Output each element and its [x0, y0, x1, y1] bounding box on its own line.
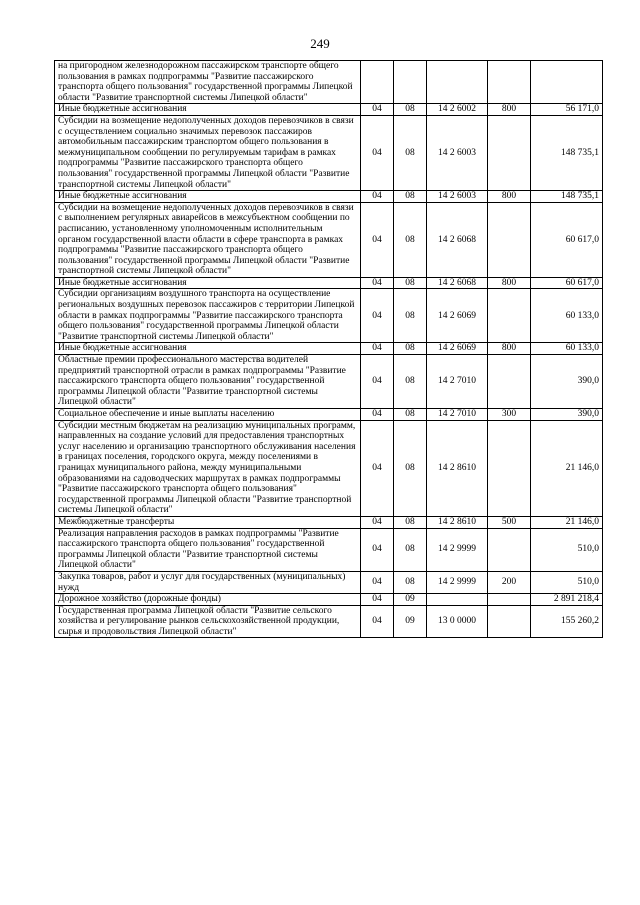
expense-name-cell: Иные бюджетные ассигнования: [55, 277, 361, 289]
target-article-cell: 14 2 8610: [427, 516, 488, 528]
expense-name-cell: Иные бюджетные ассигнования: [55, 343, 361, 355]
table-row: [55, 277, 603, 289]
table-row: [55, 115, 603, 190]
subsection-code-cell: 08: [394, 104, 427, 116]
target-article-cell: [427, 594, 488, 606]
expense-name-cell: Субсидии на возмещение недополученных доходов перевозчиков в связи с осуществлением социально значимых перевозок пассажиров автомобильным пассажирским транспортом общего пользования в межмуниципальном сообщении по регулируемым тарифам в рамках подпрограммы "Развитие пассажирского транспорта общего пользования" государственной программы Липецкой области "Развитие транспортной системы Липецкой области": [55, 115, 361, 190]
expense-type-cell: [488, 202, 531, 277]
table-row: [55, 104, 603, 116]
subsection-code-cell: 08: [394, 516, 427, 528]
table-row: [55, 605, 603, 638]
table-row: [55, 528, 603, 571]
expense-type-cell: [488, 289, 531, 343]
section-code-cell: 04: [361, 420, 394, 516]
subsection-code-cell: 08: [394, 277, 427, 289]
expense-type-cell: [488, 420, 531, 516]
amount-cell: 2 891 218,4: [531, 594, 603, 606]
amount-cell: 510,0: [531, 528, 603, 571]
target-article-cell: 14 2 8610: [427, 420, 488, 516]
amount-cell: 390,0: [531, 409, 603, 421]
expense-name-cell: Субсидии местным бюджетам на реализацию муниципальных программ, направленных на создание условий для предоставления транспортных услуг населению и организацию транспортного обслуживания населения в границах поселения, городского округа, между поселениями в границах муниципального района, между муниципальными образованиями на садоводческих маршрутах в рамках подпрограммы "Развитие пассажирского транспорта общего пользования" государственной программы Липецкой области "Развитие транспортной системы Липецкой области": [55, 420, 361, 516]
amount-cell: 60 133,0: [531, 289, 603, 343]
target-article-cell: 14 2 6069: [427, 289, 488, 343]
section-code-cell: 04: [361, 202, 394, 277]
section-code-cell: 04: [361, 115, 394, 190]
subsection-code-cell: 08: [394, 343, 427, 355]
target-article-cell: 14 2 9999: [427, 528, 488, 571]
target-article-cell: 14 2 7010: [427, 409, 488, 421]
table-row: [55, 420, 603, 516]
expense-name-cell: на пригородном железнодорожном пассажирском транспорте общего пользования в рамках подпрограммы "Развитие пассажирского транспорта общего пользования" государственной программы Липецкой области "Развитие транспортной системы Липецкой области": [55, 61, 361, 104]
section-code-cell: 04: [361, 571, 394, 593]
target-article-cell: 14 2 6069: [427, 343, 488, 355]
amount-cell: 56 171,0: [531, 104, 603, 116]
amount-cell: 155 260,2: [531, 605, 603, 638]
target-article-cell: 14 2 6003: [427, 191, 488, 203]
target-article-cell: 13 0 0000: [427, 605, 488, 638]
subsection-code-cell: 08: [394, 289, 427, 343]
section-code-cell: [361, 61, 394, 104]
subsection-code-cell: 08: [394, 202, 427, 277]
amount-cell: 60 617,0: [531, 202, 603, 277]
target-article-cell: 14 2 6068: [427, 277, 488, 289]
expense-type-cell: [488, 115, 531, 190]
section-code-cell: 04: [361, 605, 394, 638]
page-number: 249: [310, 36, 330, 51]
expense-type-cell: 200: [488, 571, 531, 593]
expense-type-cell: 800: [488, 277, 531, 289]
amount-cell: 21 146,0: [531, 516, 603, 528]
table-row: [55, 343, 603, 355]
table-row: [55, 516, 603, 528]
budget-table-body: [55, 61, 603, 638]
expense-type-cell: [488, 594, 531, 606]
expense-name-cell: Закупка товаров, работ и услуг для государственных (муниципальных) нужд: [55, 571, 361, 593]
expense-type-cell: [488, 355, 531, 409]
amount-cell: 60 133,0: [531, 343, 603, 355]
expense-name-cell: Межбюджетные трансферты: [55, 516, 361, 528]
expense-type-cell: [488, 605, 531, 638]
expense-name-cell: Иные бюджетные ассигнования: [55, 191, 361, 203]
subsection-code-cell: 08: [394, 115, 427, 190]
expense-name-cell: Субсидии организациям воздушного транспорта на осуществление региональных воздушных перевозок пассажиров с территории Липецкой области в рамках подпрограммы "Развитие пассажирского транспорта общего пользования" государственной программы Липецкой области "Развитие транспортной системы Липецкой области": [55, 289, 361, 343]
table-row: [55, 289, 603, 343]
section-code-cell: 04: [361, 191, 394, 203]
table-row: [55, 355, 603, 409]
subsection-code-cell: [394, 61, 427, 104]
expense-type-cell: [488, 528, 531, 571]
subsection-code-cell: 08: [394, 355, 427, 409]
expense-name-cell: Субсидии на возмещение недополученных доходов перевозчиков в связи с выполнением регулярных авиарейсов в межсубъектном сообщении по расписанию, установленному уполномоченным исполнительным органом государственной власти области в сфере транспорта в рамках подпрограммы "Развитие пассажирского транспорта общего пользования" государственной программы Липецкой области "Развитие транспортной системы Липецкой области": [55, 202, 361, 277]
amount-cell: [531, 61, 603, 104]
subsection-code-cell: 08: [394, 420, 427, 516]
section-code-cell: 04: [361, 409, 394, 421]
amount-cell: 60 617,0: [531, 277, 603, 289]
subsection-code-cell: 08: [394, 528, 427, 571]
subsection-code-cell: 08: [394, 191, 427, 203]
table-row: [55, 571, 603, 593]
expense-type-cell: 800: [488, 191, 531, 203]
table-row: [55, 409, 603, 421]
amount-cell: 148 735,1: [531, 115, 603, 190]
section-code-cell: 04: [361, 528, 394, 571]
subsection-code-cell: 08: [394, 571, 427, 593]
amount-cell: 21 146,0: [531, 420, 603, 516]
table-row: [55, 202, 603, 277]
expense-name-cell: Социальное обеспечение и иные выплаты населению: [55, 409, 361, 421]
table-row: [55, 61, 603, 104]
expense-name-cell: Дорожное хозяйство (дорожные фонды): [55, 594, 361, 606]
section-code-cell: 04: [361, 355, 394, 409]
expense-type-cell: 800: [488, 104, 531, 116]
expense-type-cell: 800: [488, 343, 531, 355]
section-code-cell: 04: [361, 594, 394, 606]
subsection-code-cell: 09: [394, 594, 427, 606]
section-code-cell: 04: [361, 289, 394, 343]
expense-type-cell: 500: [488, 516, 531, 528]
expense-name-cell: Реализация направления расходов в рамках подпрограммы "Развитие пассажирского транспорта общего пользования" государственной программы Липецкой области "Развитие транспортной системы Липецкой области": [55, 528, 361, 571]
expense-name-cell: Государственная программа Липецкой области "Развитие сельского хозяйства и регулирование рынков сельскохозяйственной продукции, сырья и продовольствия Липецкой области": [55, 605, 361, 638]
subsection-code-cell: 08: [394, 409, 427, 421]
amount-cell: 510,0: [531, 571, 603, 593]
section-code-cell: 04: [361, 277, 394, 289]
amount-cell: 148 735,1: [531, 191, 603, 203]
expense-name-cell: Иные бюджетные ассигнования: [55, 104, 361, 116]
table-row: [55, 191, 603, 203]
expense-type-cell: [488, 61, 531, 104]
table-row: [55, 594, 603, 606]
section-code-cell: 04: [361, 104, 394, 116]
target-article-cell: 14 2 6002: [427, 104, 488, 116]
target-article-cell: 14 2 6068: [427, 202, 488, 277]
expense-name-cell: Областные премии профессионального мастерства водителей предприятий транспортной отрасли в рамках подпрограммы "Развитие пассажирского транспорта общего пользования" государственной программы Липецкой области "Развитие транспортной системы Липецкой области": [55, 355, 361, 409]
subsection-code-cell: 09: [394, 605, 427, 638]
target-article-cell: [427, 61, 488, 104]
amount-cell: 390,0: [531, 355, 603, 409]
target-article-cell: 14 2 9999: [427, 571, 488, 593]
expense-type-cell: 300: [488, 409, 531, 421]
target-article-cell: 14 2 7010: [427, 355, 488, 409]
section-code-cell: 04: [361, 343, 394, 355]
section-code-cell: 04: [361, 516, 394, 528]
target-article-cell: 14 2 6003: [427, 115, 488, 190]
budget-table: [54, 60, 603, 638]
